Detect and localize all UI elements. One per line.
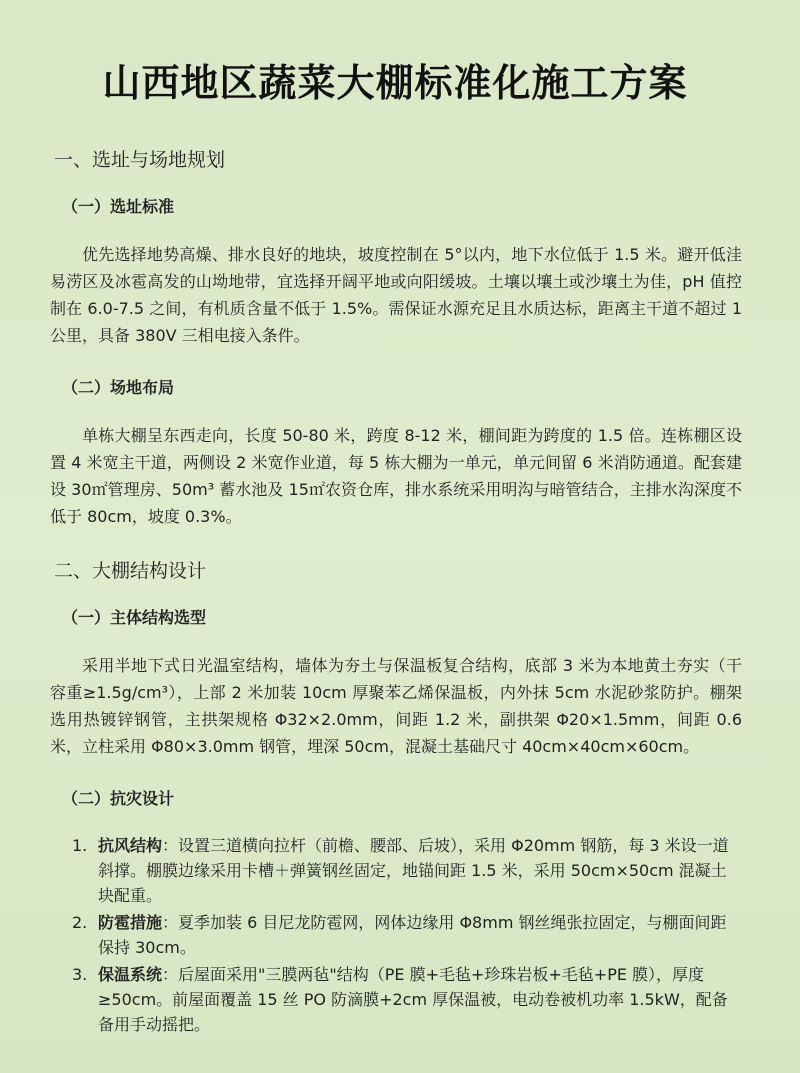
list-number: 2.	[72, 913, 88, 932]
list-number: 1.	[72, 836, 88, 855]
subsection-heading: （二）场地布局	[62, 378, 175, 397]
section-site-selection	[48, 145, 742, 530]
list-item-text: ：夏季加装 6 目尼龙防雹网，网体边缘用 Φ8mm 钢丝绳张拉固定，与棚面间距保持 30cm。	[98, 913, 727, 957]
list-item-label: 抗风结构	[98, 836, 163, 855]
list-item	[48, 962, 742, 1037]
document-title: 山西地区蔬菜大棚标准化施工方案	[102, 61, 688, 105]
subsection-heading: （二）抗灾设计	[62, 789, 175, 808]
subsection-heading: （一）主体结构选型	[62, 608, 207, 627]
list-item	[48, 833, 742, 908]
section-structure-design	[48, 556, 742, 1037]
paragraph: 采用半地下式日光温室结构，墙体为夯土与保温板复合结构，底部 3 米为本地黄土夯实（干容重≥1.5g/cm³），上部 2 米加装 10cm 厚聚苯乙烯保温板，内外抹 5cm 水泥砂浆防护。棚架选用热镀锌钢管，主拱架规格 Φ32×2.0mm，间距 1.2 米，副拱架 Φ20×1.5mm，间距 0.6 米，立柱采用 Φ80×3.0mm 钢管，埋深 50cm，混凝土基础尺寸 40cm×40cm×60cm。	[50, 656, 742, 756]
list-number: 3.	[72, 965, 88, 984]
paragraph: 优先选择地势高燥、排水良好的地块，坡度控制在 5°以内，地下水位低于 1.5 米。避开低洼易涝区及冰雹高发的山坳地带，宜选择开阔平地或向阳缓坡。土壤以壤土或沙壤土为佳，pH 值控制在 6.0-7.5 之间，有机质含量不低于 1.5%。需保证水源充足且水质达标，距离主干道不超过 1 公里，具备 380V 三相电接入条件。	[50, 245, 742, 345]
section-heading: 二、大棚结构设计	[54, 560, 207, 582]
list-item-text: ：设置三道横向拉杆（前檐、腰部、后坡），采用 Φ20mm 钢筋，每 3 米设一道斜撑。棚膜边缘采用卡槽＋弹簧钢丝固定，地锚间距 1.5 米，采用 50cm×50cm 混凝土块配重。	[98, 836, 729, 905]
section-heading: 一、选址与场地规划	[54, 149, 226, 171]
subsection-heading: （一）选址标准	[62, 197, 175, 216]
disaster-resistance-list	[48, 833, 742, 1037]
list-item-label: 保温系统	[98, 965, 163, 984]
list-item	[48, 910, 742, 960]
list-item-label: 防雹措施	[98, 913, 163, 932]
paragraph: 单栋大棚呈东西走向，长度 50-80 米，跨度 8-12 米，棚间距为跨度的 1.5 倍。连栋棚区设置 4 米宽主干道，两侧设 2 米宽作业道，每 5 栋大棚为一单元，单元间留 6 米消防通道。配套建设 30㎡管理房、50m³ 蓄水池及 15㎡农资仓库，排水系统采用明沟与暗管结合，主排水沟深度不低于 80cm，坡度 0.3%。	[50, 426, 742, 526]
list-item-text: ：后屋面采用"三膜两毡"结构（PE 膜+毛毡+珍珠岩板+毛毡+PE 膜），厚度≥50cm。前屋面覆盖 15 丝 PO 防滴膜+2cm 厚保温被，电动卷被机功率 1.5kW，配备备用手动摇把。	[98, 965, 728, 1034]
